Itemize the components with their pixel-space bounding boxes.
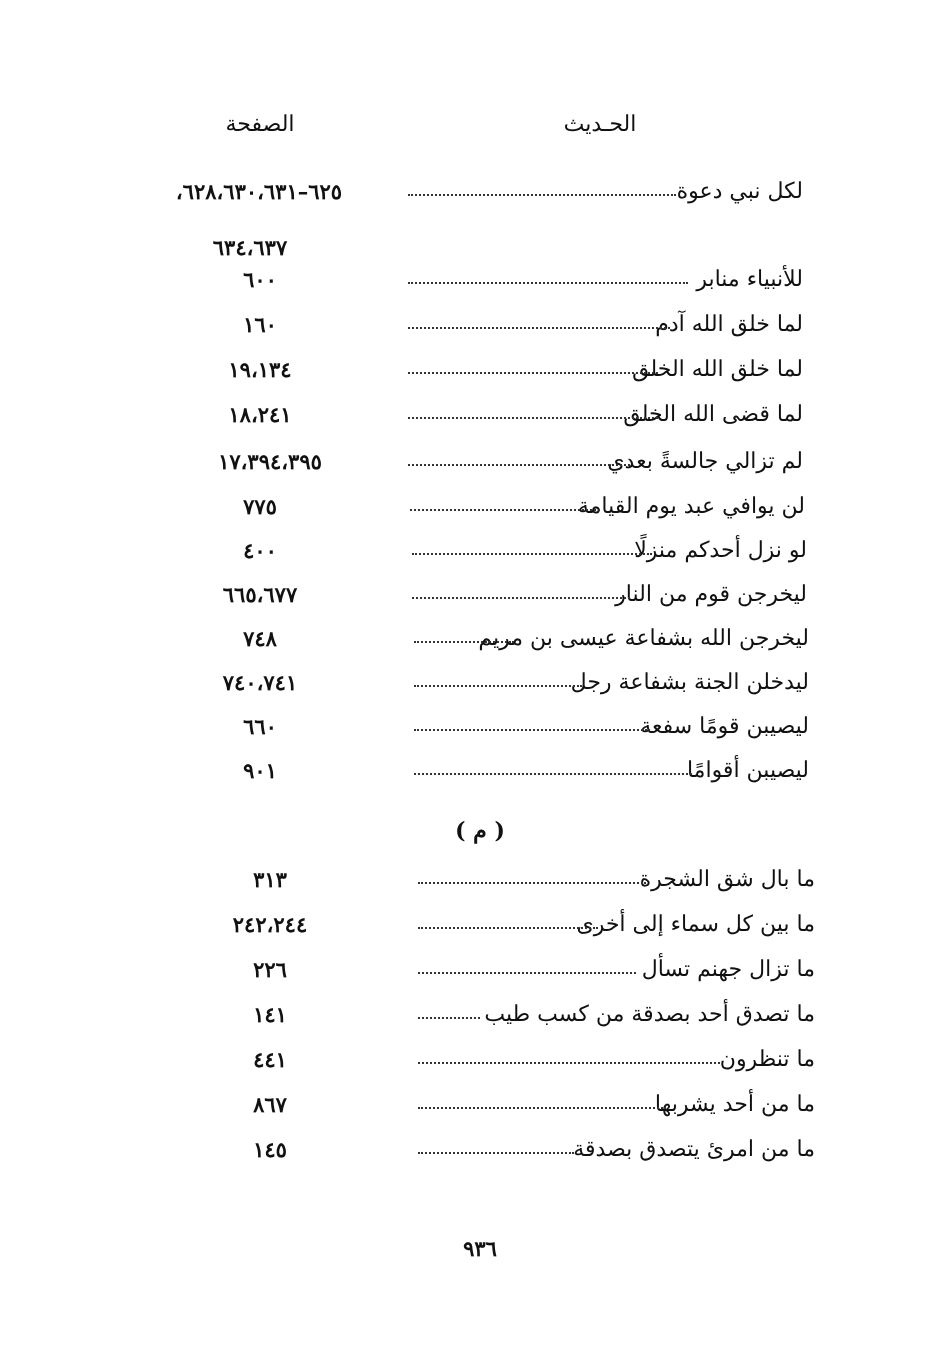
page-numbers: ٧٤٠،٧٤١	[222, 670, 298, 695]
page-numbers: ٦٢٥–٦٢٨،٦٣٠،٦٣١،	[175, 179, 343, 204]
page-numbers: ٣١٣	[253, 867, 287, 892]
dot-leader	[408, 372, 658, 374]
index-entry	[0, 305, 945, 345]
dot-leader	[414, 729, 650, 731]
dot-leader	[412, 597, 630, 599]
hadith-text: لما خلق الله الخلق	[632, 357, 803, 382]
dot-leader	[418, 972, 636, 974]
index-entry	[0, 1130, 945, 1170]
index-entry	[0, 950, 945, 990]
index-entry	[0, 350, 945, 390]
dot-leader	[408, 417, 658, 419]
column-header-page: الصفحة	[225, 112, 295, 137]
hadith-text: لما خلق الله آدم	[655, 312, 803, 337]
hadith-text: ليصيبن قومًا سفعة	[640, 714, 809, 739]
index-entry	[0, 487, 945, 527]
index-entry	[0, 995, 945, 1035]
page-numbers: ٦٠٠	[243, 267, 277, 292]
hadith-text: ما من امرئ يتصدق بصدقة	[573, 1137, 815, 1162]
hadith-text: ليدخلن الجنة بشفاعة رجل	[570, 670, 809, 695]
hadith-text: لكل نبي دعوة	[676, 179, 803, 204]
page-numbers: ٤٤١	[253, 1047, 287, 1072]
page-number-footer: ٩٣٦	[463, 1236, 497, 1261]
section-letter-meem: ( م )	[455, 818, 505, 844]
index-entry	[0, 751, 945, 791]
index-entry	[0, 707, 945, 747]
page-numbers: ٧٤٨	[243, 626, 277, 651]
dot-leader	[408, 327, 670, 329]
index-entry	[0, 395, 945, 435]
hadith-text: ما تزال جهنم تسأل	[641, 957, 815, 982]
page-numbers: ٦٦٥،٦٧٧	[222, 582, 298, 607]
page-numbers: ٤٠٠	[243, 538, 277, 563]
hadith-text: ليصيبن أقوامًا	[686, 758, 809, 783]
hadith-text: لن يوافي عبد يوم القيامة	[577, 494, 805, 519]
column-header-hadith: الحـديث	[563, 112, 637, 137]
index-entry	[0, 1040, 945, 1080]
dot-leader	[408, 282, 688, 284]
hadith-text: لو نزل أحدكم منزلًا	[634, 538, 807, 563]
hadith-text: ما بين كل سماء إلى أخرى	[576, 912, 815, 937]
index-entry	[0, 442, 945, 482]
hadith-text: لم تزالي جالسةً بعدي	[607, 449, 803, 474]
hadith-text: ليخرجن الله بشفاعة عيسى بن مريم	[478, 626, 809, 651]
index-entry	[0, 1085, 945, 1125]
index-entry	[0, 260, 945, 300]
dot-leader	[418, 1107, 666, 1109]
index-entry	[0, 905, 945, 945]
page-numbers: ١٨،٢٤١	[228, 402, 292, 427]
page-numbers: ١٩،١٣٤	[228, 357, 292, 382]
dot-leader	[414, 773, 692, 775]
hadith-text: ما تنظرون	[719, 1047, 815, 1072]
page-numbers: ٦٦٠	[243, 714, 277, 739]
page-numbers: ٢٢٦	[253, 957, 287, 982]
dot-leader	[418, 1062, 720, 1064]
hadith-text: ما من أحد يشربها	[654, 1092, 815, 1117]
page-numbers: ٨٦٧	[253, 1092, 287, 1117]
hadith-text: للأنبياء منابر	[696, 267, 803, 292]
index-entry	[0, 172, 945, 212]
dot-leader	[410, 509, 600, 511]
dot-leader	[414, 685, 582, 687]
dot-leader	[408, 464, 630, 466]
index-entry	[0, 619, 945, 659]
dot-leader	[412, 553, 652, 555]
dot-leader	[418, 1017, 480, 1019]
index-entry	[0, 860, 945, 900]
dot-leader	[408, 194, 676, 196]
dot-leader	[418, 927, 598, 929]
page-numbers: ١٧،٣٩٤،٣٩٥	[218, 449, 322, 474]
hadith-text: ما تصدق أحد بصدقة من كسب طيب	[484, 1002, 815, 1027]
dot-leader	[414, 641, 514, 643]
hadith-text: ليخرجن قوم من النار	[615, 582, 807, 607]
page-numbers: ١٦٠	[243, 312, 277, 337]
hadith-text: لما قضى الله الخلق	[623, 402, 803, 427]
page-numbers: ١٤١	[253, 1002, 287, 1027]
dot-leader	[418, 1152, 574, 1154]
page-numbers: ١٤٥	[253, 1137, 287, 1162]
page-numbers: ٧٧٥	[243, 494, 277, 519]
index-entry	[0, 531, 945, 571]
page-numbers: ٢٤٢،٢٤٤	[232, 912, 308, 937]
index-entry	[0, 575, 945, 615]
dot-leader	[418, 882, 646, 884]
hadith-text: ما بال شق الشجرة	[639, 867, 815, 892]
page-numbers: ٦٣٤،٦٣٧	[212, 235, 288, 260]
page-numbers: ٩٠١	[243, 758, 277, 783]
index-entry	[0, 663, 945, 703]
